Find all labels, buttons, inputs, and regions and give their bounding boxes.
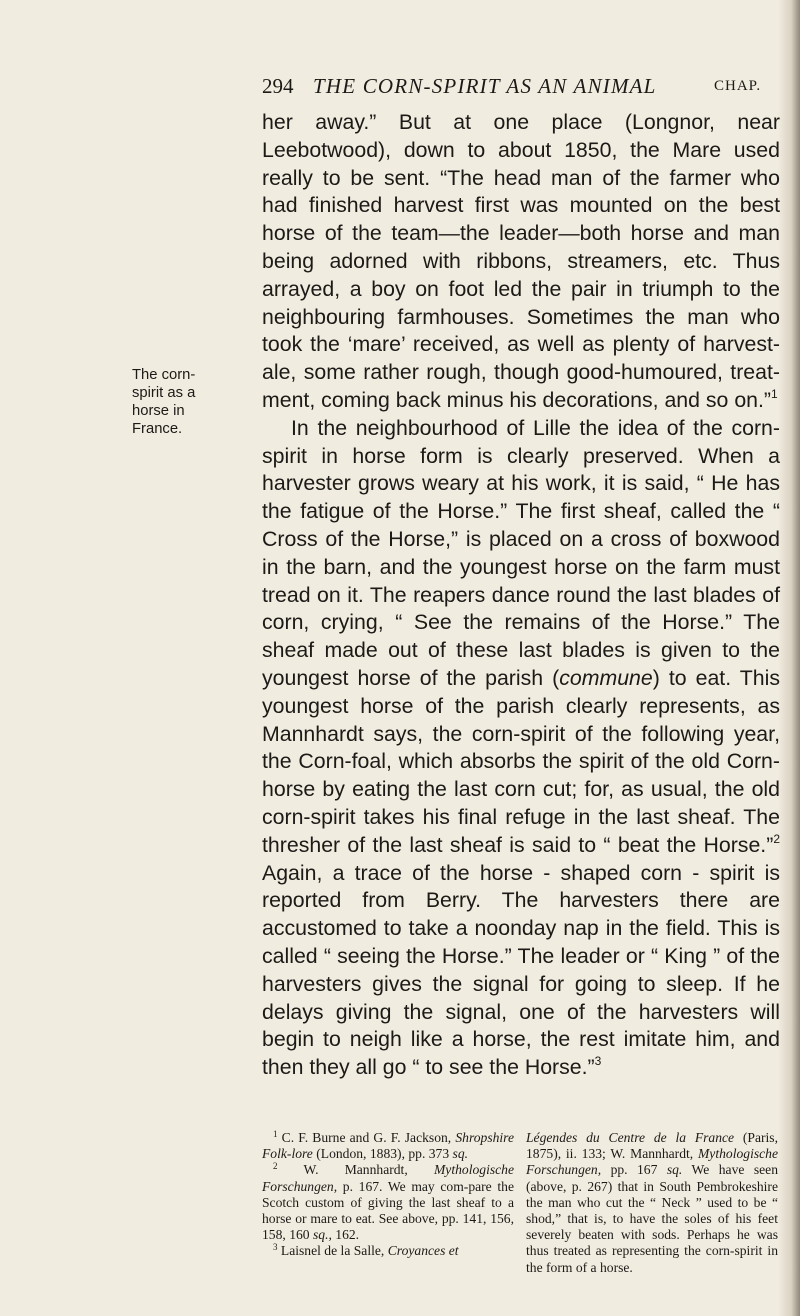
- footnote-marker: 1: [771, 386, 778, 401]
- footnote-italic-text: Mythologische Forschungen,: [526, 1146, 778, 1178]
- page-number: 294: [262, 74, 294, 98]
- footnote-italic-text: sq.: [452, 1146, 469, 1162]
- footnote-column-right: [526, 1130, 778, 1276]
- footnote-text: (London, 1883), pp. 373: [312, 1146, 453, 1162]
- page-edge-shadow: [778, 0, 800, 1316]
- footnote-text: C. F. Burne and G. F. Jackson,: [277, 1130, 456, 1145]
- paragraph-italic-text: commune: [559, 665, 653, 690]
- footnote-text: We have seen (above, p. 267) that in South Pembrokeshire the man who cut the “ Neck ” used to be “ shod,” that is, to have the soles of his feet severely beaten with sods. Perhaps he was thus treated as representing the corn-spirit in the form of a horse.: [526, 1162, 779, 1275]
- paragraph: [262, 109, 780, 415]
- paragraph-text: In the neighbourhood of Lille the idea of the corn-spirit in horse form is clearly preserved. When a harvester grows weary at his work, it is said, “ He has the fatigue of the Horse.” The first sheaf, called the “ Cross of the Horse,” is placed on a cross of boxwood in the barn, and the youngest horse on the farm must tread on it. The reapers dance round the last blades of corn, crying, “ See the remains of the Horse.” The sheaf made out of these last blades is given to the youngest horse of the parish (: [262, 415, 780, 690]
- running-header: [262, 74, 792, 104]
- margin-note-line: spirit as a: [132, 385, 196, 401]
- footnote: [262, 1130, 514, 1162]
- footnote-marker: 2: [773, 831, 780, 846]
- running-title: THE CORN-SPIRIT AS AN ANIMAL: [313, 74, 657, 98]
- footnote-marker: 3: [594, 1054, 602, 1069]
- footnote-italic-text: sq.: [666, 1162, 683, 1178]
- footnote-text: pp. 167: [601, 1162, 667, 1178]
- footnote-marker: 3: [273, 1242, 278, 1253]
- footnote-marker: 1: [273, 1129, 278, 1139]
- footnote-text: Laisnel de la Salle,: [277, 1243, 388, 1259]
- footnote-italic-text: sq.,: [312, 1227, 332, 1243]
- footnote-text: W. Mannhardt,: [277, 1162, 434, 1178]
- paragraph: [262, 415, 780, 1082]
- margin-note-line: The corn-: [132, 367, 196, 383]
- margin-note-line: horse in: [132, 403, 185, 419]
- paragraph-text: Again, a trace of the horse - shaped corn - spirit is reported from Berry. The harvesters there are accustomed to take a noonday nap in the field. This is called “ seeing the Horse.” The leader or “ King ” of the harvesters gives the signal for going to sleep. If he delays giving the signal, one of the harvesters will begin to neigh like a horse, the rest imitate him, and then they all go “ to see the Horse.”: [262, 860, 780, 1080]
- footnote-column-left: [262, 1130, 514, 1260]
- footnote-text: (Paris, 1875), ii. 133; W. Mannhardt,: [526, 1130, 778, 1162]
- margin-note: [132, 366, 252, 438]
- footnote-italic-text: Légendes du Centre de la France: [526, 1130, 735, 1145]
- footnote-italic-text: Mythologische Forschungen,: [262, 1162, 514, 1194]
- paragraph-text: ) to eat. This youngest horse of the parish clearly represents, as Mannhardt says, the corn-spirit of the following year, the Corn-foal, which absorbs the spirit of the old Corn-horse by eating the last corn cut; for, as usual, the old corn-spirit takes his final refuge in the last sheaf. The thresher of the last sheaf is said to “ beat the Horse.”: [262, 665, 780, 857]
- paragraph-text: her away.” But at one place (Longnor, near Leebotwood), down to about 1850, the Mare used really to be sent. “The head man of the farmer who had finished harvest first was mounted on the best horse of the team—the leader—both horse and man being adorned with ribbons, streamers, etc. Thus arrayed, a boy on foot led the pair in triumph to the neighbouring farmhouses. Sometimes the man who took the ‘mare’ received, as well as plenty of harvest-ale, some rather rough, though good-humoured, treat-ment, coming back minus his decorations, and so on.”: [262, 110, 780, 412]
- footnote: [262, 1243, 514, 1259]
- footnote-italic-text: Shropshire Folk-lore: [262, 1130, 514, 1162]
- footnote-text: p. 167. We may com-pare the Scotch custom of giving the last sheaf to a horse or mare to eat. See above, pp. 141, 156, 158, 160: [262, 1178, 514, 1243]
- footnote-marker: 2: [273, 1161, 278, 1172]
- margin-note-line: France.: [132, 421, 183, 437]
- footnote-italic-text: Croyances et: [387, 1243, 459, 1259]
- chapter-abbreviation: CHAP.: [714, 78, 762, 94]
- footnotes: [262, 1130, 780, 1300]
- footnote: [526, 1130, 778, 1276]
- footnote: [262, 1162, 514, 1243]
- body-text: [262, 109, 780, 1082]
- footnote-text: 162.: [331, 1227, 360, 1243]
